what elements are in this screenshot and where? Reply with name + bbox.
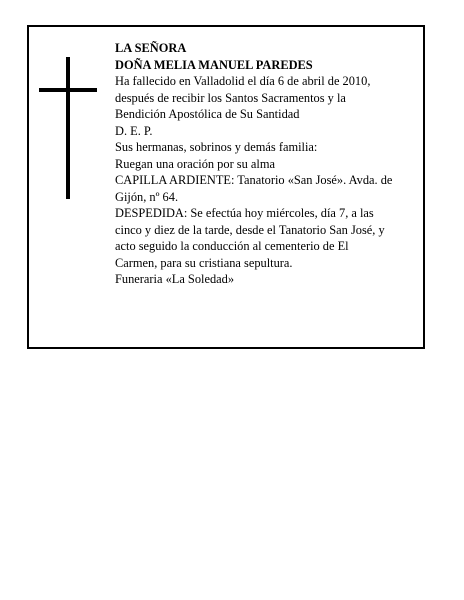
cross-horizontal-bar (39, 88, 97, 92)
rip-line: D. E. P. (115, 123, 153, 138)
prayer-line: Ruegan una oración por su alma (115, 156, 275, 171)
family-line: Sus hermanas, sobrinos y demás familia: (115, 140, 318, 154)
farewell-line: cinco y diez de la tarde, desde el Tanatorio San José, y (115, 222, 385, 237)
cross-icon (39, 57, 97, 199)
notice-line: Ha fallecido en Valladolid el día 6 de abril de 2010, (115, 74, 371, 88)
chapel-address-line: Gijón, nº 64. (115, 189, 179, 204)
notice-line: Bendición Apostólica de Su Santidad (115, 107, 300, 121)
cross-vertical-bar (66, 57, 70, 199)
farewell-line: Carmen, para su cristiana sepultura. (115, 255, 293, 270)
farewell-line: DESPEDIDA: Se efectúa hoy miércoles, día 7, a las (115, 206, 374, 220)
funeral-home-line: Funeraria «La Soledad» (115, 272, 235, 286)
deceased-name: DOÑA MELIA MANUEL PAREDES (115, 57, 313, 72)
farewell-line: acto seguido la conducción al cementerio de El (115, 239, 349, 253)
notice-text (115, 40, 421, 288)
obituary-notice (27, 25, 425, 349)
notice-line: después de recibir los Santos Sacramentos y la (115, 90, 346, 105)
chapel-line: CAPILLA ARDIENTE: Tanatorio «San José». Avda. de (115, 173, 393, 187)
notice-title: LA SEÑORA (115, 41, 187, 55)
